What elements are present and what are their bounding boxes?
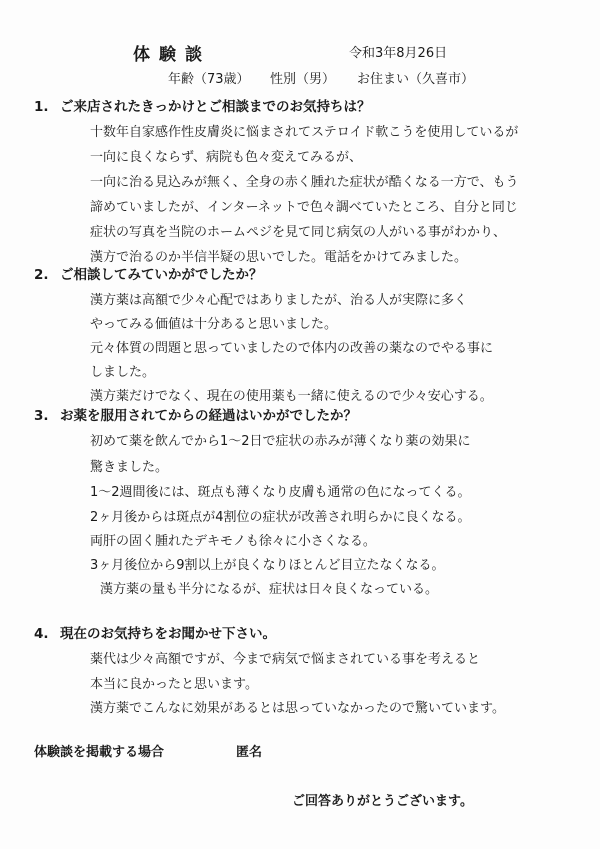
answer-line: 3ヶ月後位から9割以上が良くなりほとんど目立たなくなる。 (90, 558, 445, 573)
publish-label: 体験談を掲載する場合 (34, 745, 165, 760)
answer-line: 漢方薬の量も半分になるが、症状は日々良くなっている。 (100, 582, 439, 597)
gender-field: 性別（男） (270, 72, 336, 87)
question-4 (34, 622, 276, 642)
question-number: 4. (34, 626, 49, 642)
answer-line: 一向に良くならず、病院も色々変えてみるが、 (90, 150, 362, 165)
answer-line: やってみる価値は十分あると思いました。 (90, 317, 338, 332)
answer-line: 1～2週間後には、斑点も薄くなり皮膚も通常の色になってくる。 (90, 485, 471, 500)
answer-line: 漢方薬は高額で少々心配ではありましたが、治る人が実際に多く (90, 293, 468, 308)
question-text: 現在のお気持ちをお聞かせ下さい。 (60, 626, 276, 642)
answer-line: 漢方で治るのか半信半疑の思いでした。電話をかけてみました。 (90, 250, 468, 265)
question-text: ご来店されたきっかけとご相談までのお気持ちは？ (60, 99, 371, 115)
question-1 (34, 95, 371, 115)
question-text: お薬を服用されてからの経過はいかがでしたか？ (60, 408, 357, 424)
question-number: 2. (34, 267, 49, 283)
question-3 (34, 404, 357, 424)
question-text: ご相談してみていかがでしたか？ (60, 267, 263, 283)
answer-line: 十数年自家感作性皮膚炎に悩まされてステロイド軟こうを使用しているが (90, 125, 519, 140)
answer-line: 初めて薬を飲んでから1～2日で症状の赤みが薄くなり薬の効果に (90, 434, 471, 449)
answer-line: 漢方薬だけでなく、現在の使用薬も一緒に使えるので少々安心する。 (90, 389, 493, 404)
closing-thanks: ご回答ありがとうございます。 (292, 794, 473, 809)
answer-line: しました。 (90, 365, 156, 380)
answer-line: 元々体質の問題と思っていましたので体内の改善の薬なのでやる事に (90, 341, 494, 356)
answer-line: 諦めていましたが、インターネットで色々調べていたところ、自分と同じ (90, 200, 518, 215)
answer-line: 一向に治る見込みが無く、全身の赤く腫れた症状が酷くなる一方で、もう (90, 175, 519, 190)
age-field: 年齢（73歳） (168, 72, 250, 87)
document-date: 令和3年8月26日 (349, 46, 448, 61)
question-number: 3. (34, 408, 49, 424)
question-number: 1. (34, 99, 49, 115)
question-2 (34, 263, 263, 283)
answer-line: 症状の写真を当院のホームペジを見て同じ病気の人がいる事がわかり、 (90, 225, 507, 240)
answer-line: 2ヶ月後からは斑点が4割位の症状が改善され明らかに良くなる。 (90, 510, 471, 525)
document-title: 体験談 (133, 45, 211, 65)
answer-line: 驚きました。 (90, 460, 169, 475)
answer-line: 薬代は少々高額ですが、今まで病気で悩まされている事を考えると (90, 652, 481, 667)
residence-field: お住まい（久喜市） (357, 72, 475, 87)
publish-choice: 匿名 (236, 745, 263, 760)
answer-line: 漢方薬でこんなに効果があるとは思っていなかったので驚いています。 (90, 701, 505, 716)
answer-line: 両肝の固く腫れたデキモノも徐々に小さくなる。 (90, 534, 376, 549)
answer-line: 本当に良かったと思います。 (90, 677, 258, 692)
